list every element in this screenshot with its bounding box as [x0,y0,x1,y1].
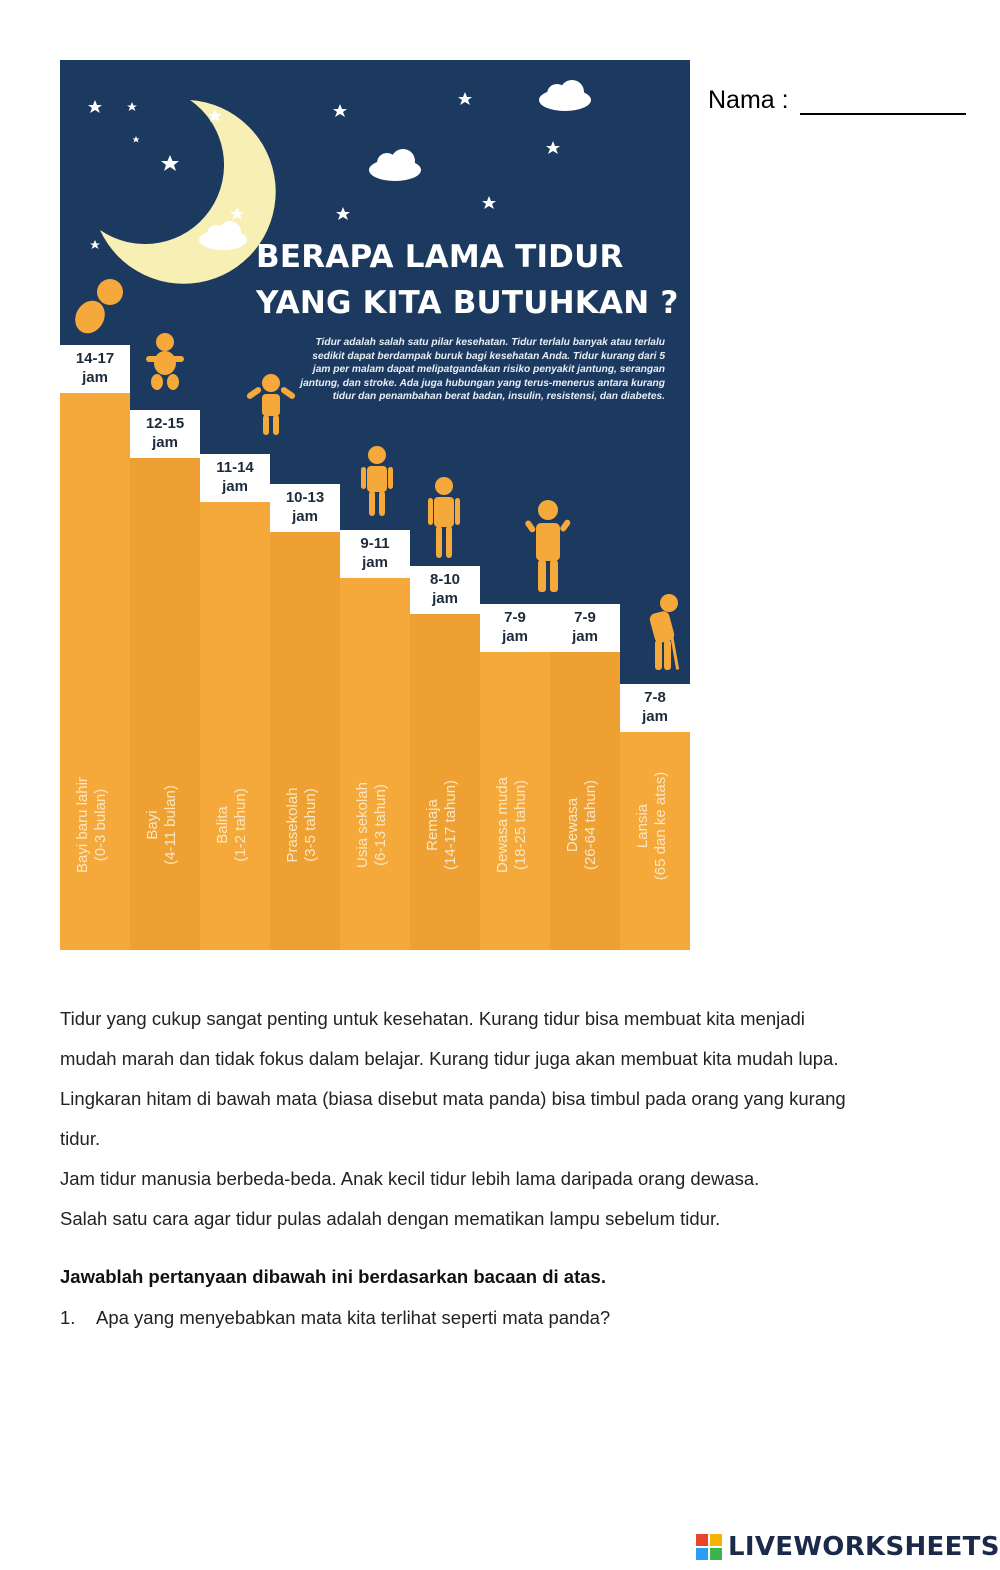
age-group-label: Remaja (14-17 tahun) [424,779,459,871]
age-group-label: Prasekolah (3-5 tahun) [284,787,319,863]
hours-label: 10-13 jam [270,484,340,532]
cloud-icon [369,149,421,181]
age-group-label: Usia sekolah (6-13 tahun) [354,782,389,868]
reading-line: Tidur yang cukup sangat penting untuk kesehatan. Kurang tidur bisa membuat kita menjadi [60,1008,805,1029]
swaddled-baby-icon [69,279,123,339]
poster-title: BERAPA LAMA TIDUR YANG KITA BUTUHKAN ? [256,239,679,321]
crescent-moon-icon [100,100,276,284]
hours-label: 11-14 jam [200,454,270,502]
liveworksheets-logo-icon [696,1534,722,1560]
hours-label: 7-9 jam [480,604,550,652]
teenager-icon [428,477,460,558]
question-text: Apa yang menyebabkan mata kita terlihat seperti mata panda? [96,1307,611,1328]
name-answer-line[interactable] [800,113,966,115]
toddler-icon [246,374,297,435]
hours-label: 7-8 jam [620,684,690,732]
reading-line: mudah marah dan tidak fokus dalam belajar. Kurang tidur juga akan membuat kita mudah lupa. [60,1048,839,1069]
star-icons [88,92,560,249]
cloud-icon [539,80,591,111]
hours-label: 7-9 jam [550,604,620,652]
reading-line: Jam tidur manusia berbeda-beda. Anak kecil tidur lebih lama daripada orang dewasa. [60,1168,760,1189]
age-group-label: Lansia (65 dan ke atas) [634,771,669,881]
age-group-label: Dewasa (26-64 tahun) [564,779,599,871]
sleep-infographic [60,60,690,950]
brand-name: LIVEWORKSHEETS [728,1532,1000,1562]
poster-intro-text: Tidur adalah salah satu pilar kesehatan. Tidur terlalu banyak atau terlalu sedikit dapat berdampak buruk bagi kesehatan Anda. Tidur kurang dari 5 jam per malam dapat melipatgandakan risiko penyakit jantung, serangan jantung, dan stroke. Ada juga hubungan yang terus-menerus antara kurang tidur dan penambahan berat badan, insulin, resistensi, dan diabetes. [300,337,665,403]
questions-heading: Jawablah pertanyaan dibawah ini berdasarkan bacaan di atas. [60,1266,606,1287]
hours-label: 12-15 jam [130,410,200,458]
reading-line: Lingkaran hitam di bawah mata (biasa disebut mata panda) bisa timbul pada orang yang kurang [60,1088,846,1109]
hours-label: 9-11 jam [340,530,410,578]
hours-label: 8-10 jam [410,566,480,614]
name-label: Nama : [708,86,789,114]
reading-line: tidur. [60,1128,101,1149]
age-group-label: Bayi (4-11 bulan) [144,785,179,865]
baby-icon [146,333,184,390]
elderly-icon [648,594,679,670]
age-group-label: Bayi baru lahir (0-3 bulan) [74,777,109,873]
adult-icon [524,500,571,592]
reading-line: Salah satu cara agar tidur pulas adalah dengan mematikan lampu sebelum tidur. [60,1208,721,1229]
school-child-icon [361,446,393,516]
age-group-label: Balita (1-2 tahun) [214,788,249,862]
age-group-label: Dewasa muda (18-25 tahun) [494,777,529,873]
liveworksheets-logo [696,1530,1000,1564]
hours-label: 14-17 jam [60,345,130,393]
question-number: 1. [60,1307,76,1328]
